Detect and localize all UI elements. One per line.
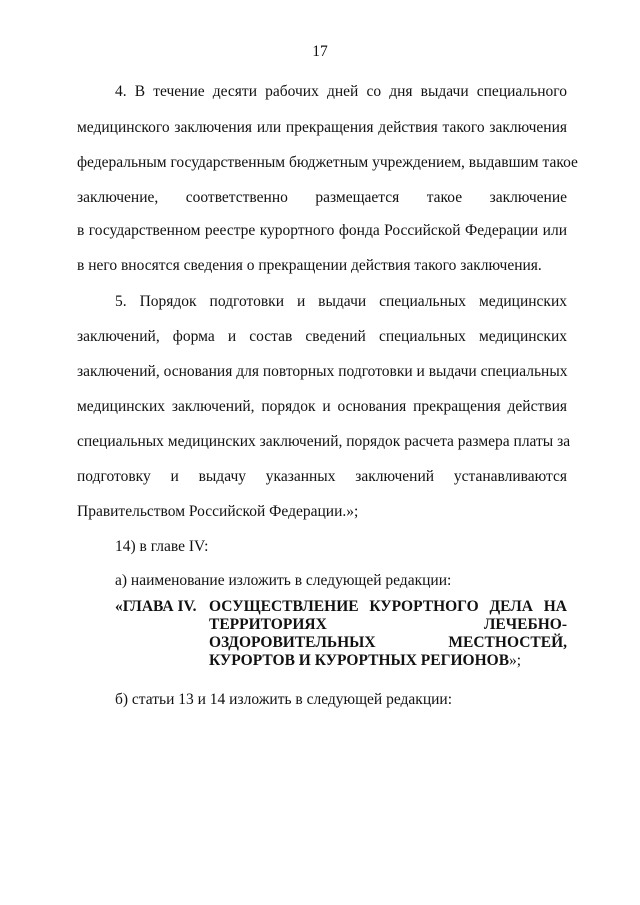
paragraph-line: в государственном реестре курортного фонда Российской Федерации или: [77, 222, 567, 239]
chapter-label: «ГЛАВА IV.: [115, 598, 197, 615]
paragraph-line: медицинских заключений, порядок и основания прекращения действия: [77, 398, 567, 415]
chapter-title-line: КУРОРТОВ И КУРОРТНЫХ РЕГИОНОВ: [209, 652, 510, 669]
chapter-title-line: ОЗДОРОВИТЕЛЬНЫХ МЕСТНОСТЕЙ,: [209, 634, 567, 651]
paragraph-line: специальных медицинских заключений, порядок расчета размера платы за: [77, 433, 571, 450]
chapter-heading: [115, 598, 567, 670]
item-14: 14) в главе IV:: [115, 538, 209, 555]
chapter-title-line: ОСУЩЕСТВЛЕНИЕ КУРОРТНОГО ДЕЛА НА: [209, 598, 567, 615]
item-b: б) статьи 13 и 14 изложить в следующей редакции:: [115, 691, 453, 708]
paragraph-line: медицинского заключения или прекращения действия такого заключения: [77, 119, 567, 136]
paragraph-line: федеральным государственным бюджетным учреждением, выдавшим такое: [77, 154, 578, 171]
chapter-title-last-line: [209, 652, 567, 670]
paragraph-line: Правительством Российской Федерации.»;: [77, 503, 359, 520]
paragraph-line: в него вносятся сведения о прекращении действия такого заключения.: [77, 257, 542, 274]
paragraph-line: 5. Порядок подготовки и выдачи специальных медицинских: [115, 293, 567, 310]
paragraph-line: заключений, форма и состав сведений специальных медицинских: [77, 328, 567, 345]
paragraph-line: 4. В течение десяти рабочих дней со дня выдачи специального: [115, 83, 567, 100]
paragraph-line: заключение, соответственно размещается такое заключение: [77, 189, 567, 206]
chapter-title-line: ТЕРРИТОРИЯХ ЛЕЧЕБНО-: [209, 616, 567, 633]
page-number: 17: [312, 43, 328, 60]
paragraph-line: заключений, основания для повторных подготовки и выдачи специальных: [77, 363, 568, 380]
paragraph-line: подготовку и выдачу указанных заключений устанавливаются: [77, 468, 567, 485]
item-a: а) наименование изложить в следующей редакции:: [115, 572, 452, 589]
chapter-closing-quote: »;: [509, 652, 522, 669]
